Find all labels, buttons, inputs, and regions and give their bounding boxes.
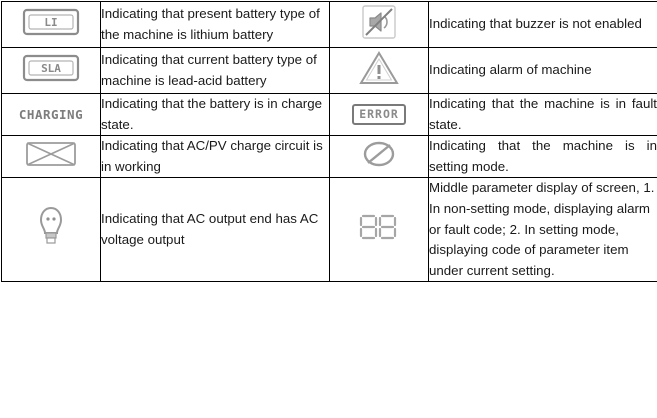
ac-output-voltage-icon — [34, 202, 68, 252]
battery-lithium-icon — [21, 5, 81, 39]
setting-mode-icon — [357, 136, 401, 172]
battery-lead-acid-description: Indicating that current battery type of machine is lead-acid battery — [101, 48, 330, 94]
ac-pv-charge-circuit-icon-cell — [2, 136, 101, 178]
setting-mode-icon-cell — [330, 136, 429, 178]
alarm-description: Indicating alarm of machine — [429, 48, 657, 94]
middle-parameter-display-description: Middle parameter display of screen, 1. In non-setting mode, displaying alarm or fault code; 2. In setting mode, displaying code of parameter item under current setting. — [429, 178, 657, 282]
setting-mode-description: Indicating that the machine is in setting mode. — [429, 136, 657, 178]
ac-pv-charge-circuit-description: Indicating that AC/PV charge circuit is in working — [101, 136, 330, 178]
icon-legend-table — [1, 1, 657, 282]
battery-lithium-description: Indicating that present battery type of the machine is lithium battery — [101, 2, 330, 48]
charging-icon: CHARGING — [19, 107, 83, 122]
svg-text:SLA: SLA — [41, 62, 61, 75]
error-icon: ERROR — [352, 104, 406, 125]
table-row — [2, 136, 657, 178]
alarm-warning-triangle-icon-cell — [330, 48, 429, 94]
battery-lead-acid-icon — [21, 51, 81, 85]
error-icon-cell — [330, 94, 429, 136]
table-row — [2, 48, 657, 94]
battery-lead-acid-icon-cell — [2, 48, 101, 94]
alarm-warning-triangle-icon — [356, 48, 402, 88]
middle-parameter-display-icon-cell — [330, 178, 429, 282]
charging-description: Indicating that the battery is in charge state. — [101, 94, 330, 136]
battery-lithium-icon-cell — [2, 2, 101, 48]
ac-pv-charge-circuit-icon — [23, 137, 79, 171]
table-row — [2, 2, 657, 48]
buzzer-disabled-description: Indicating that buzzer is not enabled — [429, 2, 657, 48]
buzzer-disabled-icon-cell — [330, 2, 429, 48]
ac-output-voltage-description: Indicating that AC output end has AC voltage output — [101, 178, 330, 282]
error-description: Indicating that the machine is in fault state. — [429, 94, 657, 136]
svg-text:LI: LI — [44, 16, 57, 29]
ac-output-voltage-icon-cell — [2, 178, 101, 282]
table-row — [2, 94, 657, 136]
charging-icon-cell — [2, 94, 101, 136]
buzzer-disabled-icon — [357, 2, 401, 42]
middle-parameter-display-icon — [356, 211, 402, 243]
table-row — [2, 178, 657, 282]
